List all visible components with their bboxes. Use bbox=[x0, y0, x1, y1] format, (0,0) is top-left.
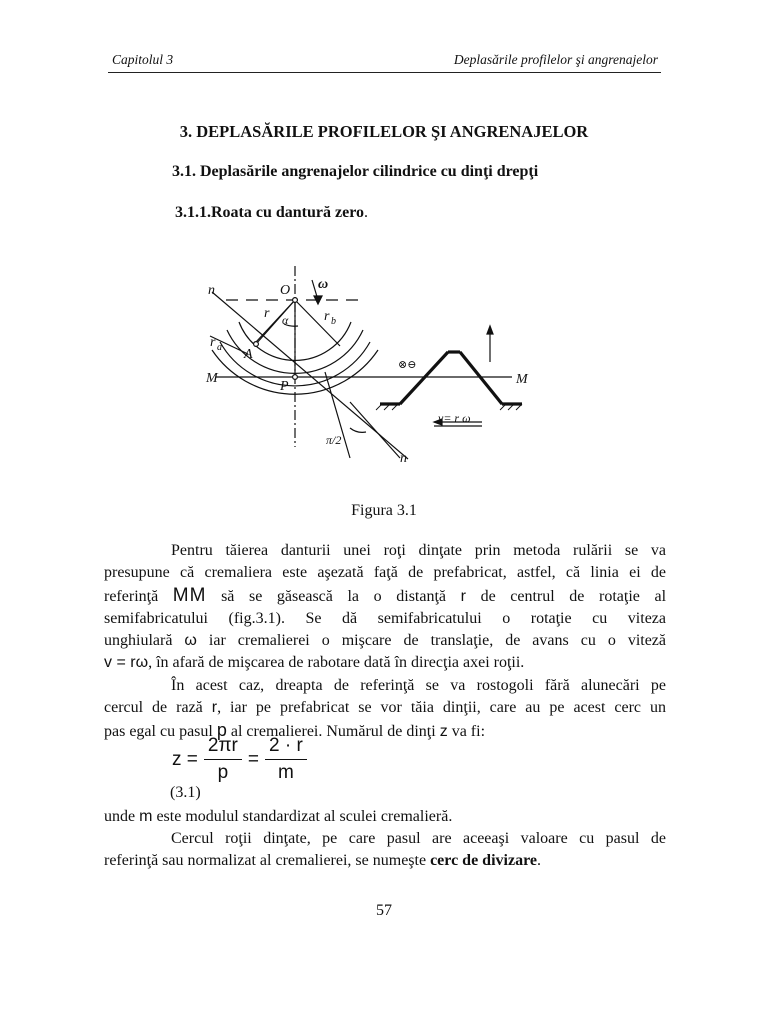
formula-numerator-2: 2 · r bbox=[265, 735, 307, 760]
formula-fraction-1 bbox=[204, 735, 242, 784]
paragraph-3 bbox=[104, 828, 666, 873]
running-header-title: Deplasările profilelor şi angrenajelor bbox=[453, 52, 658, 67]
label-m-right: M bbox=[516, 372, 528, 387]
label-rb-sub: b bbox=[331, 316, 336, 327]
rack-flank-right bbox=[460, 352, 502, 404]
label-r: r bbox=[264, 306, 270, 321]
subsection-title bbox=[175, 204, 368, 222]
label-pi2: π/2 bbox=[326, 433, 342, 447]
label-o: O bbox=[280, 283, 291, 298]
perpendicular-line-2 bbox=[350, 402, 400, 458]
subsection-title-bold: 3.1.1.Roata cu dantură zero bbox=[175, 204, 365, 221]
label-ra-sub: a bbox=[217, 342, 222, 353]
label-p: P bbox=[280, 379, 289, 394]
paragraph-1-line-1: Pentru tăierea danturii unei roţi dinţate prin metoda rulării se va bbox=[171, 542, 666, 559]
point-o bbox=[293, 298, 298, 303]
label-m-left: M bbox=[206, 371, 218, 386]
paragraph-1-line-9: pas egal cu pasul p al cremalierei. Numărul de dinţi z va fi: bbox=[104, 720, 486, 741]
paragraph-1-line-5: unghiulară ω iar cremalierei o mişcare de translaţie, de avans cu o viteză bbox=[104, 632, 667, 650]
paragraph-1-line-7: În acest caz, dreapta de referinţă se va rostogoli fără alunecări pe bbox=[171, 676, 666, 694]
formula-denominator-2: m bbox=[277, 762, 294, 783]
label-a: A bbox=[244, 347, 253, 362]
paragraph-1-line-8: cercul de rază r, iar pe prefabricat se vor tăia dinţii, care au pe acest cerc un bbox=[104, 699, 667, 717]
right-angle-arc bbox=[350, 428, 366, 432]
page-number: 57 bbox=[376, 902, 392, 919]
label-marks: ⊗⊖ bbox=[398, 359, 417, 371]
chapter-title: 3. DEPLASĂRILE PROFILELOR ŞI ANGRENAJELOR bbox=[179, 122, 589, 141]
ra-dimension bbox=[210, 336, 248, 354]
paragraph-3-line-1: Cercul roţii dinţate, pe care pasul are aceeaşi valoare cu pasul de bbox=[171, 830, 666, 847]
paragraph-1 bbox=[104, 540, 666, 744]
figure-caption: Figura 3.1 bbox=[351, 502, 417, 519]
section-title: 3.1. Deplasările angrenajelor cilindrice cu dinţi drepţi bbox=[172, 163, 539, 180]
point-a bbox=[254, 342, 259, 347]
paragraph-1-line-2: presupune că cremaliera este aşezată faţă de prefabricat, astfel, că linia ei de bbox=[104, 564, 666, 582]
running-header-chapter: Capitolul 3 bbox=[112, 52, 174, 67]
label-rb: r bbox=[324, 309, 330, 324]
label-alpha: α bbox=[282, 313, 289, 327]
paragraph-1-line-3: referinţă MM să se găsească la o distanţă r de centrul de rotaţie al bbox=[104, 584, 667, 606]
paragraph-1-line-4: semifabricatului (fig.3.1). Se dă semifabricatului o rotaţie cu viteza bbox=[104, 609, 666, 627]
point-p bbox=[293, 375, 298, 380]
paragraph-2: unde m este modulul standardizat al sculei cremalieră. bbox=[104, 808, 453, 825]
equation-number: (3.1) bbox=[170, 784, 201, 801]
label-n-bottom: n bbox=[400, 451, 407, 466]
formula-fraction-2 bbox=[265, 735, 307, 784]
rack-motion-arrowhead bbox=[487, 326, 493, 334]
label-velocity: v= r ω bbox=[438, 411, 471, 425]
label-omega: ω bbox=[318, 277, 329, 292]
header-rule bbox=[108, 72, 661, 73]
subsection-title-tail: . bbox=[364, 204, 369, 221]
paragraph-1-line-6: v = rω, în afară de mişcarea de rabotare dată în direcţia axei roţii. bbox=[104, 654, 525, 672]
formula-numerator-1: 2πr bbox=[204, 735, 242, 760]
paragraph-3-line-2: referinţă sau normalizat al cremalierei, se numeşte cerc de divizare. bbox=[104, 852, 541, 870]
figure-3-1 bbox=[190, 262, 550, 472]
formula-lhs: z = bbox=[172, 748, 198, 770]
formula-3-1 bbox=[172, 735, 313, 784]
label-n-top: n bbox=[208, 283, 215, 298]
formula-denominator-1: p bbox=[217, 762, 229, 783]
label-ra: r bbox=[210, 335, 216, 350]
formula-equals: = bbox=[247, 748, 259, 770]
radius-oa bbox=[256, 300, 295, 344]
term-cerc-de-divizare: cerc de divizare bbox=[430, 852, 537, 870]
